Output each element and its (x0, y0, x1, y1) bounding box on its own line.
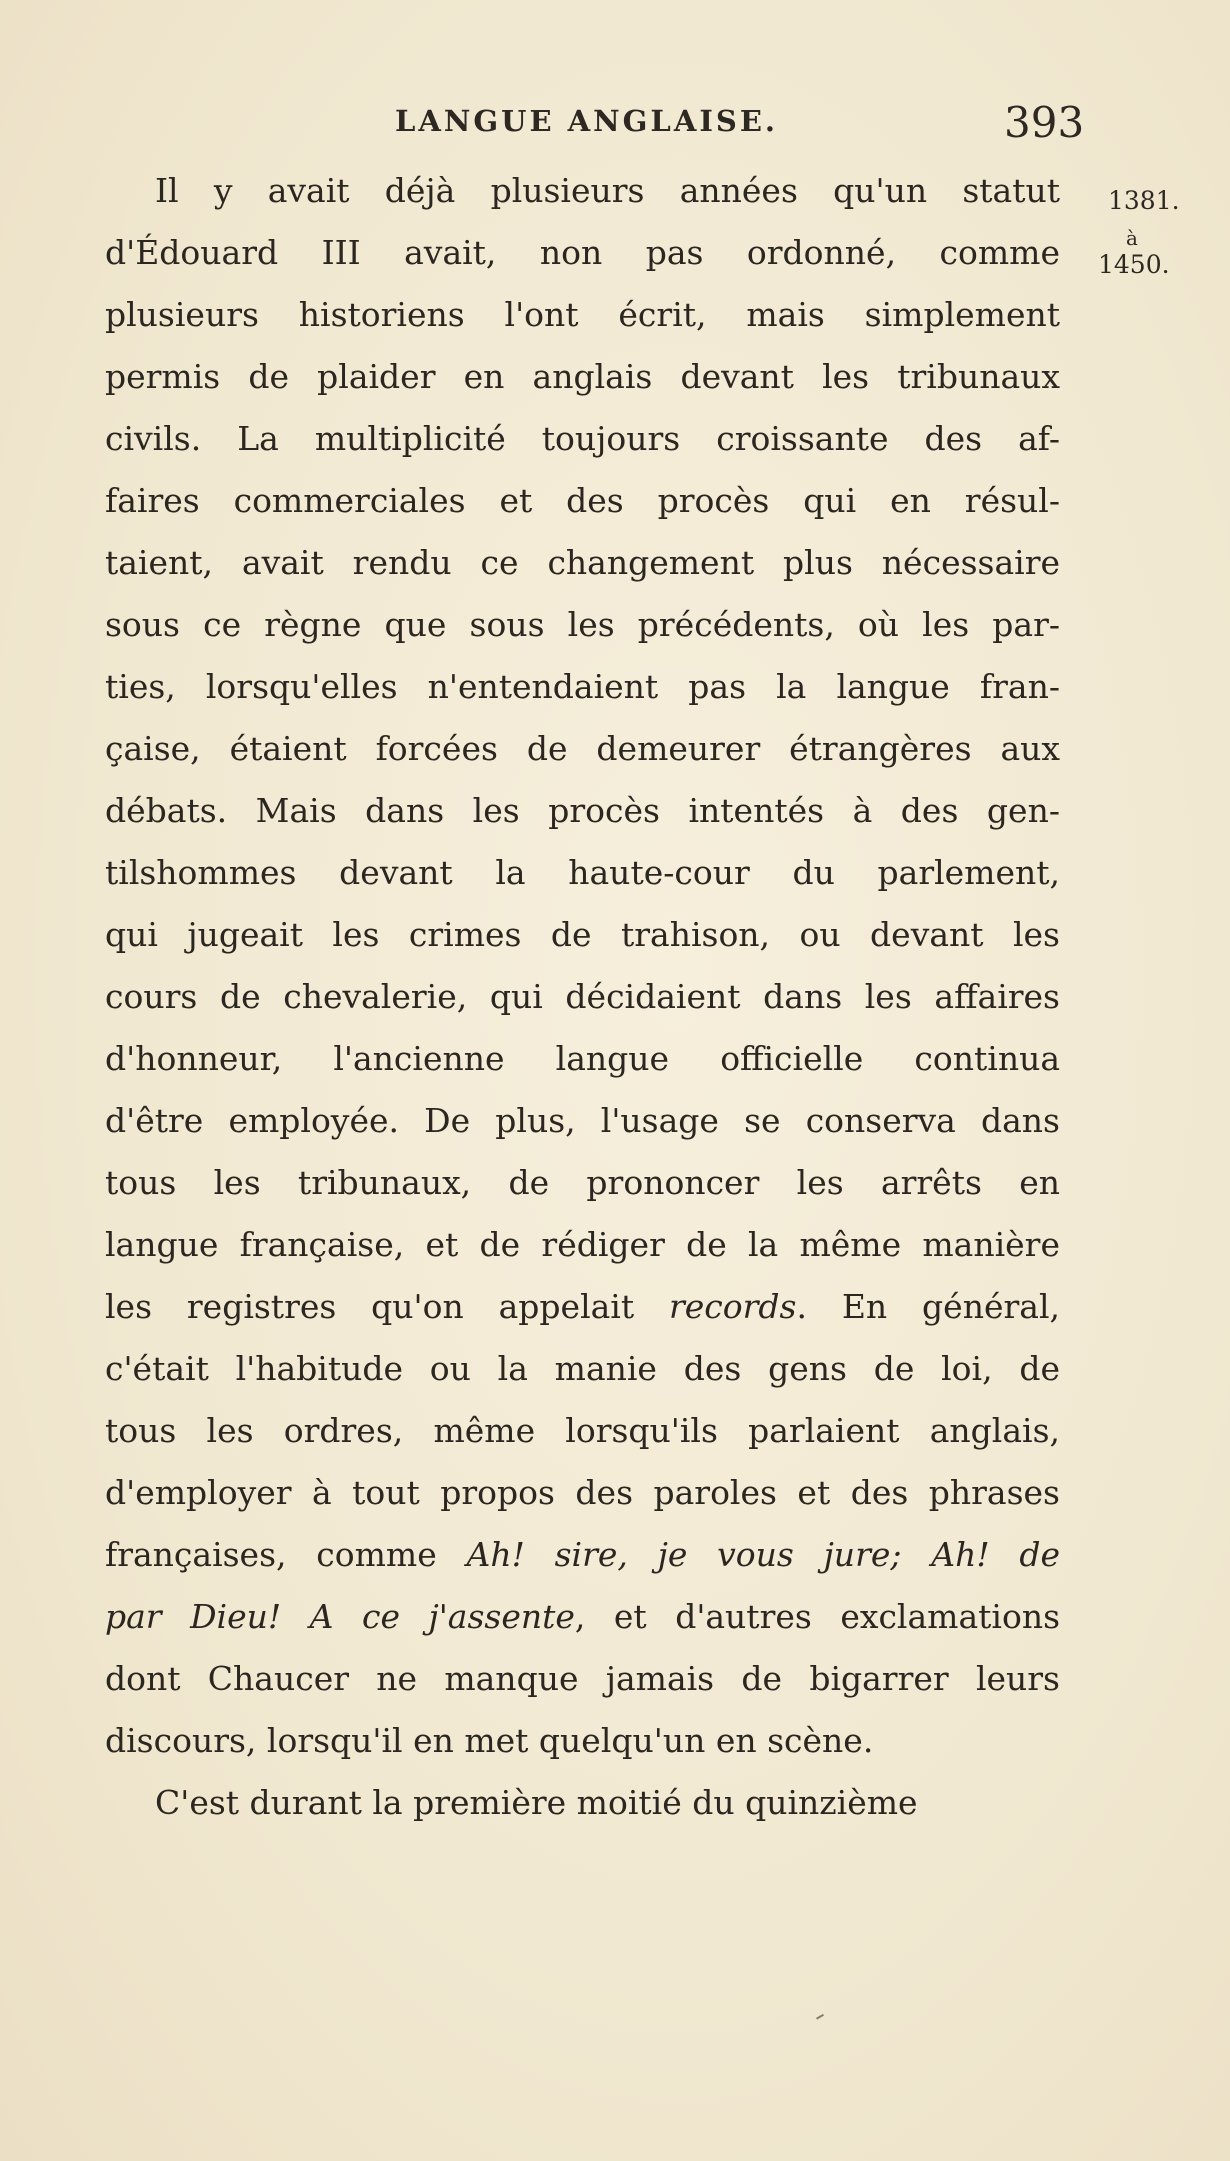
text-line: d'Édouard III avait, non pas ordonné, comme (105, 233, 1060, 272)
paper-speck (814, 2010, 824, 2019)
text-line: sous ce règne que sous les précédents, où les par- (105, 605, 1060, 644)
text-line-with-italic (105, 1524, 1060, 1586)
running-title: LANGUE ANGLAISE. (395, 104, 779, 138)
text-line-with-italic (105, 1586, 1060, 1648)
page-number: 393 (1004, 98, 1085, 147)
text-line-with-italic (105, 1276, 1060, 1338)
text-line: dont Chaucer ne manque jamais de bigarrer leurs (105, 1659, 1060, 1698)
italic-term: records (668, 1287, 797, 1326)
text-line: tous les ordres, même lorsqu'ils parlaient anglais, (105, 1411, 1060, 1450)
text-line: C'est durant la première moitié du quinzième (155, 1783, 918, 1822)
text-segment: , et d'autres exclamations (574, 1597, 1061, 1636)
text-line: taient, avait rendu ce changement plus nécessaire (105, 543, 1060, 582)
body-text (105, 160, 1060, 1834)
text-line: d'être employée. De plus, l'usage se conserva dans (105, 1101, 1060, 1140)
text-line: ties, lorsqu'elles n'entendaient pas la langue fran- (105, 667, 1060, 706)
text-line: qui jugeait les crimes de trahison, ou devant les (105, 915, 1060, 954)
text-line: çaise, étaient forcées de demeurer étrangères aux (105, 729, 1060, 768)
text-line: d'employer à tout propos des paroles et des phrases (105, 1473, 1060, 1512)
text-line: discours, lorsqu'il en met quelqu'un en scène. (105, 1721, 874, 1760)
text-line: faires commerciales et des procès qui en résul- (105, 481, 1060, 520)
text-segment: françaises, comme (105, 1535, 467, 1574)
text-segment: . En général, (796, 1287, 1060, 1326)
text-line: permis de plaider en anglais devant les tribunaux (105, 357, 1060, 396)
margin-separator: à (1126, 226, 1138, 250)
text-line: tous les tribunaux, de prononcer les arrêts en (105, 1163, 1060, 1202)
text-line: Il y avait déjà plusieurs années qu'un statut (155, 171, 1060, 210)
text-line: c'était l'habitude ou la manie des gens de loi, de (105, 1349, 1060, 1388)
margin-year-start: 1381. (1108, 186, 1180, 215)
text-line: langue française, et de rédiger de la même manière (105, 1225, 1060, 1264)
margin-year-end: 1450. (1098, 250, 1170, 279)
italic-quote: Ah! sire, je vous jure; Ah! de (466, 1535, 1060, 1574)
italic-quote: par Dieu! A ce j'assente (105, 1597, 575, 1636)
text-line: cours de chevalerie, qui décidaient dans les affaires (105, 977, 1060, 1016)
text-line: d'honneur, l'ancienne langue officielle continua (105, 1039, 1060, 1078)
text-line: civils. La multiplicité toujours croissante des af- (105, 419, 1060, 458)
text-line: plusieurs historiens l'ont écrit, mais simplement (105, 295, 1060, 334)
text-line: tilshommes devant la haute-cour du parlement, (105, 853, 1060, 892)
text-segment: les registres qu'on appelait (105, 1287, 669, 1326)
text-line: débats. Mais dans les procès intentés à des gen- (105, 791, 1060, 830)
